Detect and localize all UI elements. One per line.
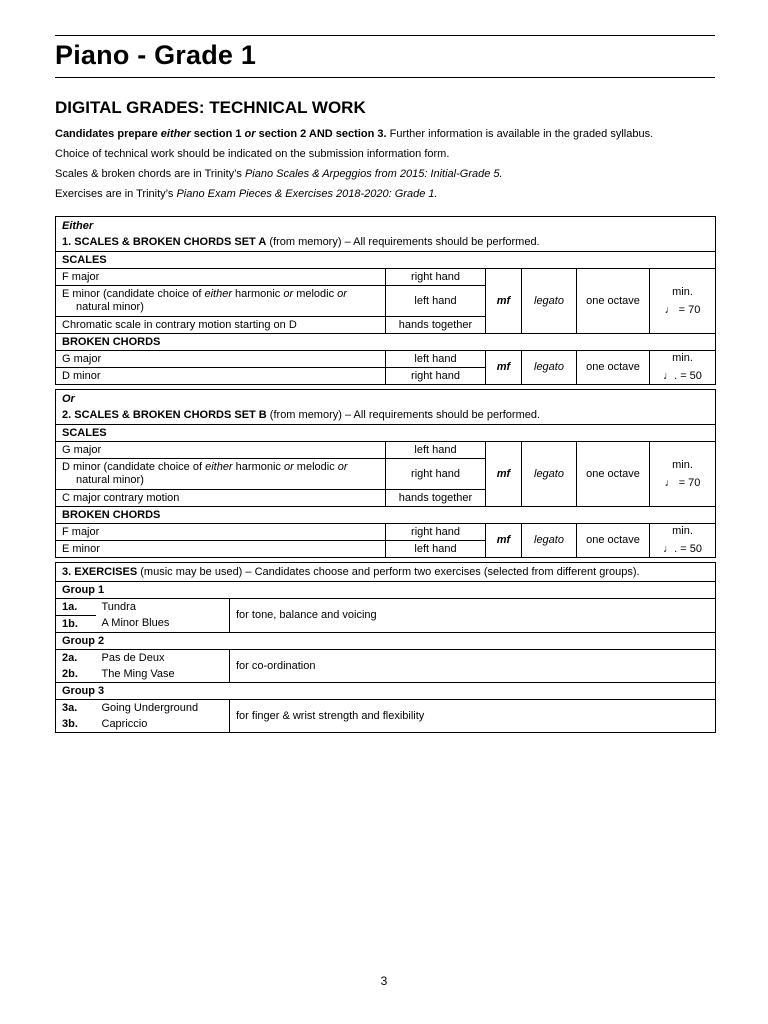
set-b-label: Or bbox=[62, 393, 75, 405]
set-b-header: Or 2. SCALES & BROKEN CHORDS SET B (from memory) – All requirements should be performed. bbox=[56, 390, 716, 425]
set-a-header: Either 1. SCALES & BROKEN CHORDS SET A (from memory) – All requirements should be performed. bbox=[56, 217, 716, 252]
title-rule-top bbox=[55, 35, 715, 36]
table-row: E minor left hand bbox=[56, 541, 716, 558]
table-row: Chromatic scale in contrary motion starting on D hands together bbox=[56, 317, 716, 334]
table-row: 1b. A Minor Blues bbox=[56, 616, 716, 633]
page-title: Piano - Grade 1 bbox=[55, 40, 257, 70]
intro-line-4: Exercises are in Trinity’s Piano Exam Pieces & Exercises 2018-2020: Grade 1. bbox=[55, 188, 438, 200]
page-number: 3 bbox=[380, 974, 388, 988]
table-row: E minor (candidate choice of either harmonic or melodic or natural minor) left hand bbox=[56, 286, 716, 317]
title-rule-bottom bbox=[55, 77, 715, 78]
table-row: 3a. Going Underground for finger & wrist strength and flexibility bbox=[56, 700, 716, 717]
intro-line-1: Candidates prepare either section 1 or section 2 AND section 3. Further information is available in the graded syllabus. bbox=[55, 128, 654, 140]
set-b-chords-label: BROKEN CHORDS bbox=[56, 507, 716, 524]
table-row: F major right hand mf legato one octave min. ♩. = 50 bbox=[56, 524, 716, 541]
set-b-scales-label: SCALES bbox=[56, 425, 716, 442]
intro-line-2: Choice of technical work should be indicated on the submission information form. bbox=[55, 148, 450, 160]
exercises-table bbox=[55, 562, 716, 733]
group-label: Group 2 bbox=[56, 633, 716, 650]
table-row: 3b. Capriccio bbox=[56, 716, 716, 733]
table-row: G major left hand mf legato one octave min. ♩ = 70 bbox=[56, 442, 716, 459]
exercises-header: 3. EXERCISES (music may be used) – Candidates choose and perform two exercises (selected from different groups). bbox=[56, 563, 716, 582]
set-a-scales-label: SCALES bbox=[56, 252, 716, 269]
table-row: D minor right hand bbox=[56, 368, 716, 385]
table-row: 1a. Tundra for tone, balance and voicing bbox=[56, 599, 716, 616]
set-a-table bbox=[55, 216, 716, 385]
group-label: Group 1 bbox=[56, 582, 716, 599]
group-label: Group 3 bbox=[56, 683, 716, 700]
section-heading: DIGITAL GRADES: TECHNICAL WORK bbox=[55, 98, 366, 117]
intro-line-3: Scales & broken chords are in Trinity’s Piano Scales & Arpeggios from 2015: Initial-Grade 5. bbox=[55, 168, 503, 180]
set-a-chords-label: BROKEN CHORDS bbox=[56, 334, 716, 351]
table-row: C major contrary motion hands together bbox=[56, 490, 716, 507]
set-a-label: Either bbox=[62, 220, 94, 232]
table-row: 2a. Pas de Deux for co-ordination bbox=[56, 650, 716, 667]
table-row: D minor (candidate choice of either harmonic or melodic or natural minor) right hand bbox=[56, 459, 716, 490]
set-b-table bbox=[55, 389, 716, 558]
table-row: 2b. The Ming Vase bbox=[56, 666, 716, 683]
table-row: F major right hand mf legato one octave min. ♩ = 70 bbox=[56, 269, 716, 286]
dynamic-mark: mf bbox=[486, 269, 522, 334]
table-row: G major left hand mf legato one octave min. ♩. = 50 bbox=[56, 351, 716, 368]
